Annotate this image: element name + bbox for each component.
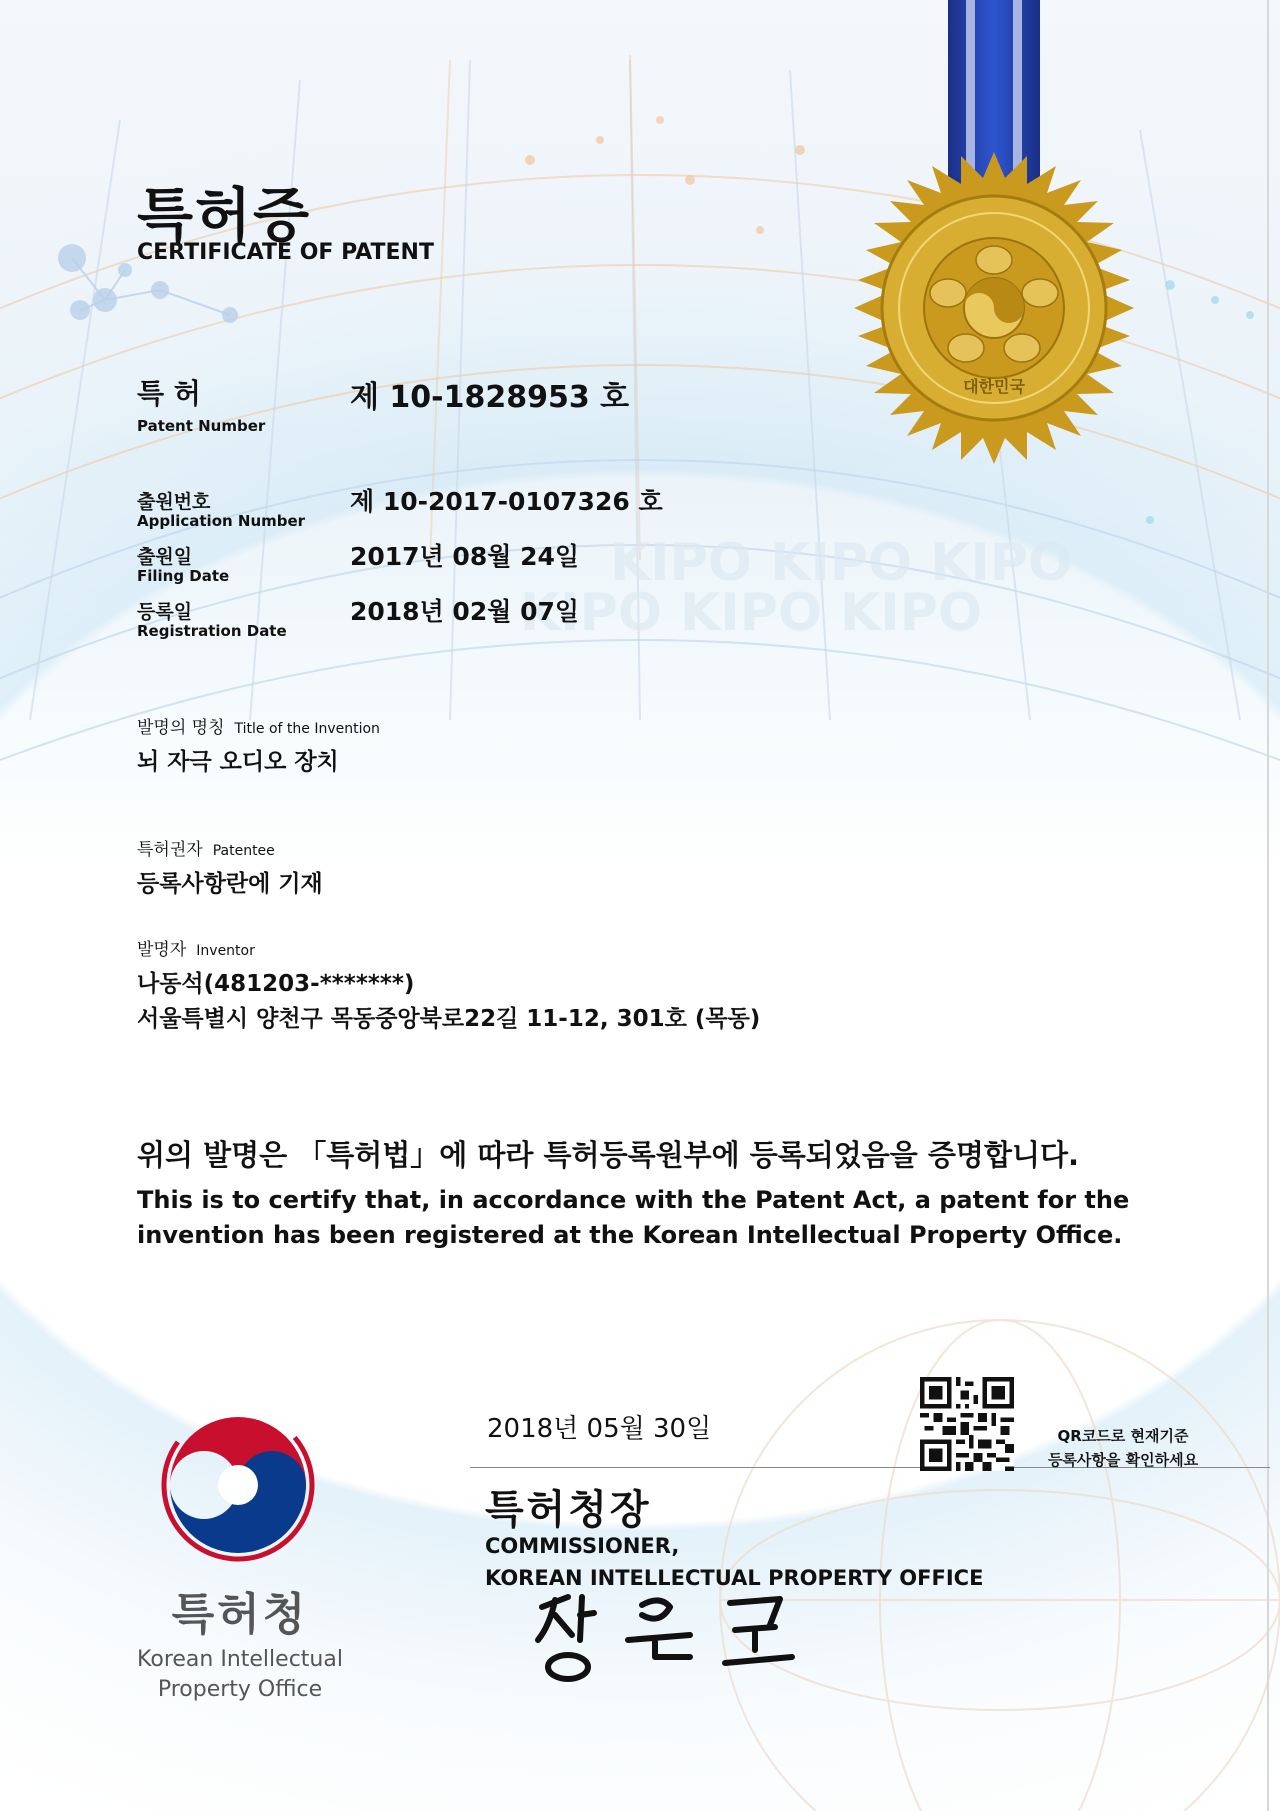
svg-text:KIPO KIPO KIPO: KIPO KIPO KIPO [610, 533, 1073, 593]
application-number-value: 제 10-2017-0107326 호 [350, 487, 663, 516]
inventor-address: 서울특별시 양천구 목동중앙북로22길 11-12, 301호 (목동) [137, 1006, 761, 1032]
issue-date: 2018년 05월 30일 [487, 1414, 712, 1444]
inventor-name: 나동석(481203-*******) [137, 971, 415, 997]
kipo-name-english: Korean Intellectual Property Office [137, 1647, 343, 1702]
signature-icon [530, 1585, 830, 1695]
filing-date-value: 2017년 08월 24일 [350, 542, 580, 571]
registration-date-value: 2018년 02월 07일 [350, 597, 580, 626]
patent-number-label-en: Patent Number [137, 417, 266, 435]
declaration-english: This is to certify that, in accordance with the Patent Act, a patent for the invention has been registered at the Korean Intellectual Property Office. [137, 1186, 1130, 1249]
commissioner-title: 특허청장 [485, 1487, 652, 1533]
filing-date-label: 출원일 [137, 546, 193, 568]
registration-date-label-en: Registration Date [137, 622, 287, 640]
svg-text:대한민국: 대한민국 [963, 377, 1025, 396]
application-number-label: 출원번호 [137, 491, 211, 513]
declaration-korean: 위의 발명은 「특허법」에 따라 특허등록원부에 등록되었음을 증명합니다. [137, 1138, 1080, 1172]
invention-title-label: 발명의 명칭 Title of the Invention [137, 718, 380, 738]
patent-number-value: 제 10-1828953 호 [350, 380, 630, 415]
commissioner-title-en: COMMISSIONER, KOREAN INTELLECTUAL PROPERTY OFFICE [485, 1534, 984, 1590]
gold-seal-icon [836, 150, 1152, 466]
certificate-title: 특허증 [137, 181, 312, 249]
qr-note: QR코드로 현재기준 등록사항을 확인하세요 [1047, 1427, 1199, 1469]
filing-date-label-en: Filing Date [137, 567, 230, 585]
qr-code-icon [920, 1377, 1014, 1471]
inventor-label: 발명자 Inventor [137, 940, 255, 960]
kipo-name-korean: 특허청 [171, 1589, 309, 1640]
patentee-value: 등록사항란에 기재 [137, 871, 323, 897]
patentee-label: 특허권자 Patentee [137, 840, 275, 860]
registration-date-label: 등록일 [137, 601, 193, 623]
invention-title-value: 뇌 자극 오디오 장치 [137, 749, 339, 775]
certificate-subtitle: CERTIFICATE OF PATENT [137, 240, 434, 265]
application-number-label-en: Application Number [137, 512, 306, 530]
patent-number-label: 특 허 [137, 377, 201, 410]
svg-text:KIPO KIPO KIPO: KIPO KIPO KIPO [520, 583, 983, 643]
kipo-logo-icon [158, 1405, 318, 1565]
